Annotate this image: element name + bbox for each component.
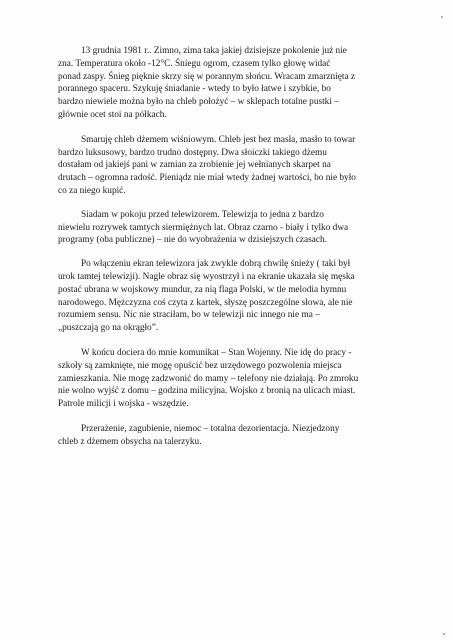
text-line: bardzo luksusowy, bardzo trudno dostępny. Dwa słoiczki takiego dżemu: [58, 147, 327, 158]
paragraph: [58, 209, 403, 247]
paragraph: [58, 134, 403, 198]
text-line: W końcu dociera do mnie komunikat – Stan Wojenny. Nie idę do pracy -: [81, 347, 352, 358]
text-line: Po włączeniu ekran telewizora jak zwykle dobrą chwilę śnieży ( taki był: [81, 259, 351, 270]
scan-speck: [441, 16, 443, 18]
text-line: narodowego. Mężczyzna coś czyta z kartek, słyszę poszczególne słowa, ale nie: [58, 297, 353, 308]
text-line: co za niego kupić.: [58, 185, 126, 196]
text-line: postać ubrana w wojskowy mundur, za nią flaga Polski, w tle melodia hymnu: [58, 284, 347, 295]
paragraph: [58, 258, 403, 335]
text-line: programy (oba publiczne) – nie do wyobrażenia w dzisiejszych czasach.: [58, 235, 327, 246]
text-line: Przerażenie, zagubienie, niemoc – totalna dezorientacja. Niezjedzony: [81, 423, 340, 434]
text-line: dostałam od jakiejś pani w zamian za zrobienie jej wełnianych skarpet na: [58, 160, 331, 171]
paragraph: [58, 45, 403, 122]
text-line: „puszczają go na okrągło”.: [58, 323, 159, 334]
scan-speck: [443, 633, 445, 635]
text-line: rozumiem sensu. Nic nie straciłam, bo w telewizji nic innego nie ma –: [58, 310, 320, 321]
text-line: drutach – ogromna radość. Pieniądz nie miał wtedy żadnej wartości, bo nie było: [58, 173, 356, 184]
text-line: porannego spaceru. Szykuję śniadanie - wtedy to było łatwe i szybkie, bo: [58, 84, 331, 95]
paragraph: [58, 423, 403, 449]
text-line: szkoły są zamknięte, nie mogę opuścić bez urzędowego pozwolenia miejsca: [58, 360, 342, 371]
text-line: głównie ocet stoi na półkach.: [58, 109, 167, 120]
text-line: niewielu rozrywek tamtych siermiężnych lat. Obraz czarno - biały i tylko dwa: [58, 222, 349, 233]
text-line: nie wolno wyjść z domu – godzina milicyjna. Wojsko z bronią na ulicach miast.: [58, 386, 356, 397]
text-line: Patrole milicji i wojska - wszędzie.: [58, 399, 189, 410]
text-line: urok tamtej telewizji). Nagle obraz się wyostrzył i na ekranie ukazała się męska: [58, 271, 355, 282]
text-line: ponad zaspy. Śnieg pięknie skrzy się w porannym słońcu. Wracam zmarznięta z: [58, 71, 356, 82]
paragraph: [58, 347, 403, 411]
text-line: bardzo niewiele można było na chleb położyć – w sklepach totalne pustki –: [58, 97, 339, 108]
text-line: Smaruję chleb dżemem wiśniowym. Chleb jest bez masła, masło to towar: [81, 134, 356, 145]
text-line: 13 grudnia 1981 r.. Zimno, zima taka jakiej dzisiejsze pokolenie już nie: [81, 46, 347, 56]
text-line: zna. Temperatura około -12°C. Śniegu ogrom, czasem tylko głowę widać: [58, 58, 331, 69]
text-line: zamieszkania. Nie mogę zadzwonić do mamy – telefony nie działają. Po zmroku: [58, 373, 359, 384]
text-line: Siadam w pokoju przed telewizorem. Telewizja to jedna z bardzo: [81, 209, 324, 220]
text-line: chleb z dżemem obsycha na talerzyku.: [58, 436, 202, 447]
document-body: [58, 45, 403, 459]
